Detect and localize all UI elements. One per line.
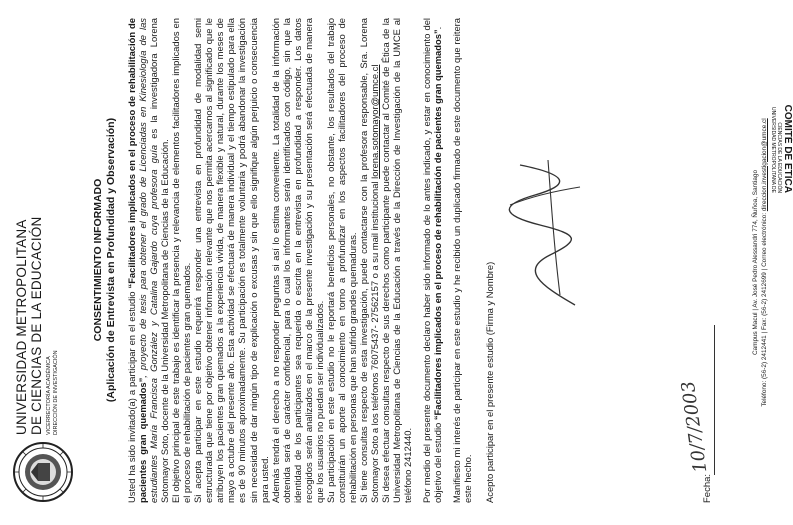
paragraph-acceptance: Acepto participar en el presente estudio (Firma y Nombre) xyxy=(484,261,496,503)
ethics-committee-line2: UNIVERSIDAD METROPOLITANA DE xyxy=(770,106,776,193)
university-name-line2: DE CIENCIAS DE LA EDUCACIÓN xyxy=(29,216,44,435)
date-line xyxy=(714,325,715,475)
footer-email-link[interactable]: direccion.investigacion@umce.cl xyxy=(760,118,768,212)
paragraph-interest: Manifiesto mi interés de participar en este estudio y he recibido un duplicado firmado de este documento que reitera este hecho. xyxy=(451,18,474,503)
title-line2: (Aplicación de Entrevista en Profundidad y Observación) xyxy=(105,117,117,403)
contact-email-link[interactable]: lorena.sotomayor@umce.cl xyxy=(369,64,381,179)
date-label: Fecha: xyxy=(702,473,713,503)
paragraph-ethics-contact: Si desea efectuar consultas respecto de sus derechos como participante puede contactar al Comité de Ética de la Universidad Metropolitana de Ciencias de la Educación a través de la Dirección de Investigación de la UMCE al teléfono 2412440. xyxy=(380,18,414,503)
ethics-committee-line1: CIENCIAS DE LA EDUCACIÓN xyxy=(776,122,782,193)
vicerrectoria-label: VICERRECTORÍA ACADÉMICA xyxy=(46,356,52,435)
university-seal-icon xyxy=(12,441,74,503)
ethics-committee-stamp xyxy=(770,3,793,193)
university-name-line1: UNIVERSIDAD METROPOLITANA xyxy=(14,219,29,435)
document-footer xyxy=(752,0,769,525)
ethics-committee-title: COMITÉ DE ETICA xyxy=(782,104,793,193)
university-departments xyxy=(46,175,60,435)
university-name xyxy=(14,175,44,435)
paragraph-contact: Si tiene consultas respecto de esta investigación, puede contactarse con la profesora responsable, Sra. Lorena Sotomayor Soto a los teléfonos 76075437- 27562157 o a su mail institucional lorena.sotomayor@umce.cl xyxy=(357,18,381,503)
footer-address: Campus Macul | Av. José Pedro Alessandri 774, Ñuñoa, Santiago xyxy=(752,169,759,356)
document-title xyxy=(92,15,118,505)
signature-icon xyxy=(480,135,600,325)
paragraph-confidentiality: Además tendrá el derecho a no responder preguntas si así lo estima conveniente. La totalidad de la información obtenida será de carácter confidencial, para lo cual los informantes serán identificados con código, sin que la identidad de los participantes sea requerida o escrita en la entrevista en profundidad a responder. Los datos recogidos serán analizados en el marco de la presente investigación y su presentación será efectuada de manera que los usuarios no puedan ser individualizados. xyxy=(269,18,325,503)
footer-contact: Teléfono: (56-2) 2412441 | Fax: (56-2) 2412699 | Correo electrónico: direccion.investigacion@umce.cl xyxy=(760,118,768,407)
handwritten-date: 10/7/2003 xyxy=(677,379,712,475)
paragraph-procedure: Si acepta participar en este estudio requerirá responder una entrevista en profundidad de modalidad semi estructurada que tiene por objetivo obtener información relevante que nos permita acercarnos al significado que le atribuyen los pacientes gran quemados a la experiencia vivida, de manera flexible y natural, durante los meses de mayo a octubre del presente año. Esta actividad se efectuará de manera individual y el tiempo estipulado para ella es de 90 minutos aproximadamente. Su participación es totalmente voluntaria y podrá abandonar la investigación sin necesidad de dar ningún tipo de explicación o excusas y sin que ello signifique algún perjuicio o consecuencia para usted. xyxy=(192,18,270,503)
paragraph-objective: El objetivo principal de este trabajo es identificar la presencia y relevancia de elementos facilitadores implicados en el proceso de rehabilitación de pacientes gran quemados. xyxy=(170,18,193,503)
paragraph-declaration: Por medio del presente documento declaro haber sido informado de lo antes indicado, y estar en conocimiento del objetivo del estudio “Facilitadores implicados en el proceso de rehabilitación de pacientes gran quemados”. xyxy=(421,18,444,503)
title-line1: CONSENTIMIENTO INFORMADO xyxy=(92,178,104,342)
direccion-label: DIRECCIÓN DE INVESTIGACIÓN xyxy=(53,350,59,435)
document-body xyxy=(126,18,495,503)
paragraph-benefits: Su participación en este estudio no le reportará beneficios personales, no obstante, los resultados del trabajo constituirán un aporte al conocimiento en torno a profundizar en los aspectos facilitadores del proceso de rehabilitación en personas que han sufrido grandes quemaduras. xyxy=(324,18,358,503)
paragraph-invitation: Usted ha sido invitado(a) a participar en el estudio “Facilitadores implicados en el proceso de rehabilitación de pacientes gran quemados”, proyecto de tesis para obtener el grado de Licenciadas en Kinesiología de las estudiantes María Francisca González y Catalina Gajardo cuya profesora guía es la investigadora Lorena Sotomayor Soto, docente de la Universidad Metropolitana de Ciencias de la Educación. xyxy=(126,18,171,503)
